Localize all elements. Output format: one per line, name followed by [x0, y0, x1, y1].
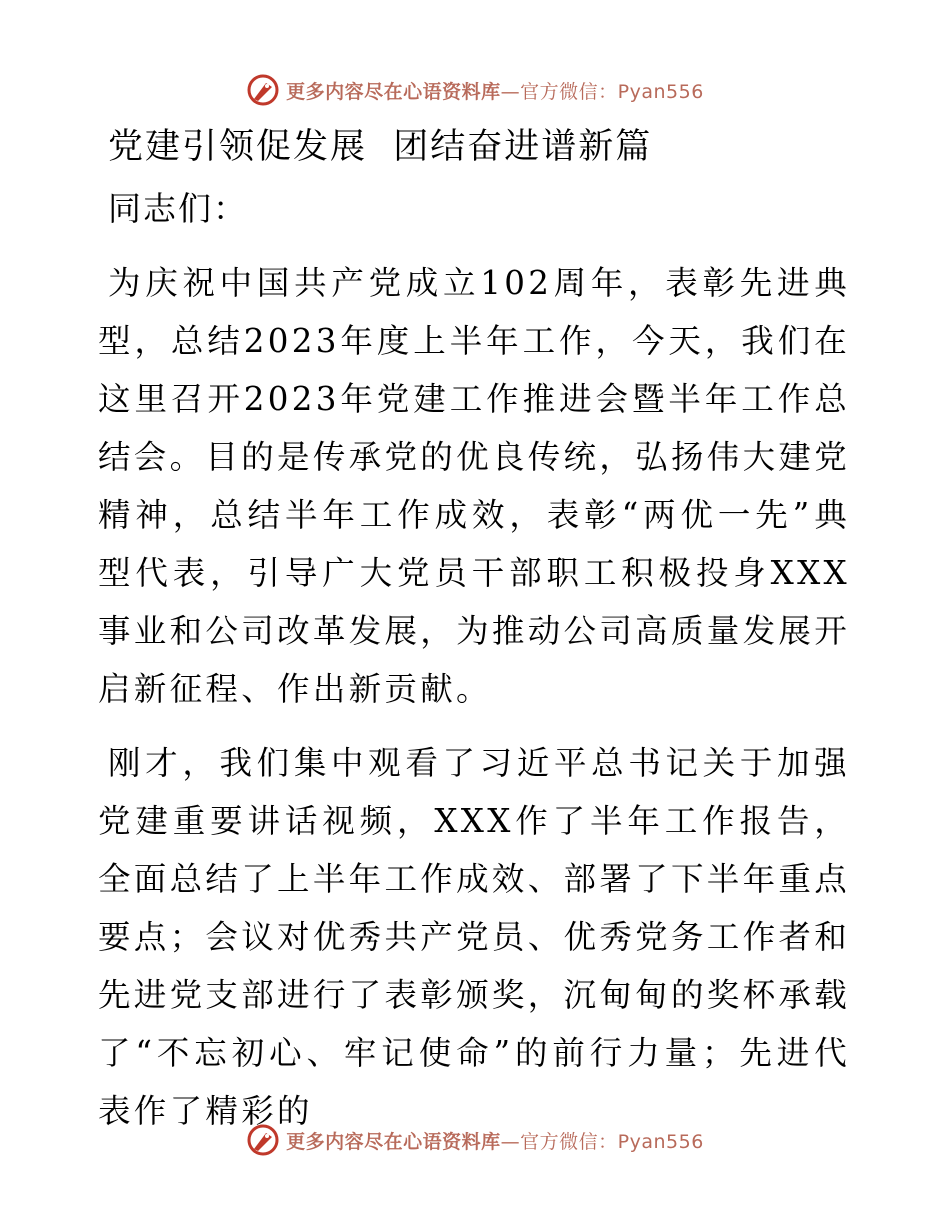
pen-nib-logo-icon — [246, 73, 280, 107]
paragraph-1: 为庆祝中国共产党成立102周年，表彰先进典型，总结2023年度上半年工作，今天，我们在这里召开2023年党建工作推进会暨半年工作总结会。目的是传承党的优良传统，弘扬伟大建党精神，总结半年工作成效，表彰“两优一先”典型代表，引导广大党员干部职工积极投身XXX事业和公司改革发展，为推动公司高质量发展开启新征程、作出新贡献。 — [98, 264, 850, 708]
watermark-banner-bottom — [0, 1118, 950, 1162]
watermark-brand: 更多内容尽在心语资料库 — [286, 1130, 501, 1153]
document-title: 党建引领促发展 团结奋进谱新篇 — [108, 127, 653, 167]
watermark-banner-top — [0, 68, 950, 112]
pen-nib-logo-icon — [246, 1123, 280, 1157]
watermark-contact: —官方微信：Pyan556 — [500, 1130, 704, 1153]
salutation: 同志们： — [108, 189, 248, 228]
document-body — [98, 122, 850, 1156]
paragraph-2: 刚才，我们集中观看了习近平总书记关于加强党建重要讲话视频，XXX作了半年工作报告，全面总结了上半年工作成效、部署了下半年重点要点；会议对优秀共产党员、优秀党务工作者和先进党支部进行了表彰颁奖，沉甸甸的奖杯承载了“不忘初心、牢记使命”的前行力量；先进代表作了精彩的 — [98, 744, 850, 1130]
watermark-contact: —官方微信：Pyan556 — [500, 80, 704, 103]
watermark-brand: 更多内容尽在心语资料库 — [286, 80, 501, 103]
